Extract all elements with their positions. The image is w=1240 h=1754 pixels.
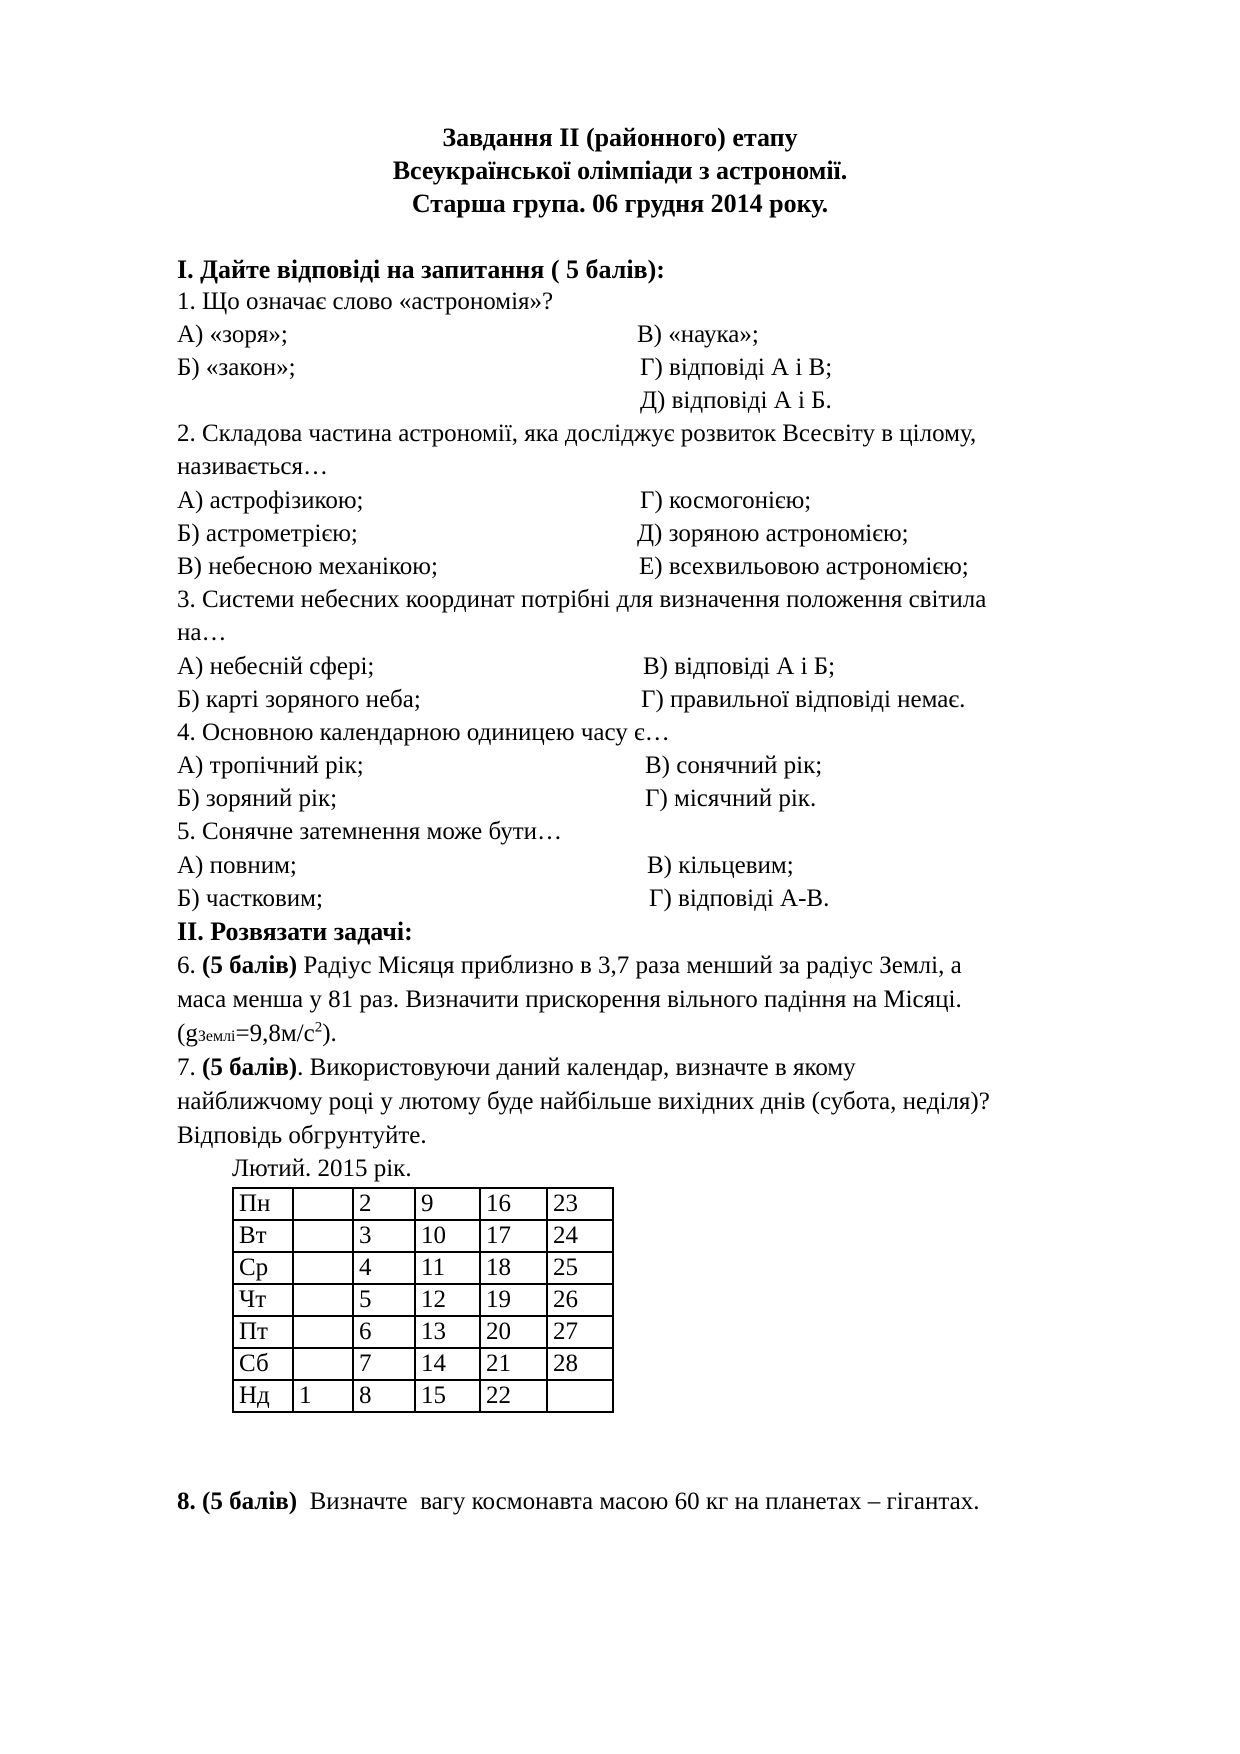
calendar-cell: 17 <box>480 1220 547 1252</box>
problem-8-points: 8. (5 балів) <box>177 1488 298 1515</box>
calendar-cell <box>293 1284 353 1316</box>
calendar-cell: 21 <box>480 1348 547 1380</box>
q4-option-b: Б) зоряний рік; <box>177 785 338 812</box>
calendar-cell: 1 <box>293 1380 353 1412</box>
calendar-cell: 4 <box>353 1252 415 1284</box>
calendar-cell: 10 <box>415 1220 480 1252</box>
q5-option-v: В) кільцевим; <box>647 852 794 879</box>
q1-option-a: А) «зоря»; <box>177 321 288 348</box>
calendar-cell: 22 <box>480 1380 547 1412</box>
calendar-cell: 6 <box>353 1316 415 1348</box>
q5-option-b: Б) частковим; <box>177 885 323 912</box>
q2-option-g: Г) космогонією; <box>640 487 812 514</box>
problem-6-line-1 <box>177 950 962 982</box>
formula-close: ). <box>322 1020 337 1047</box>
q4-option-a: А) тропічний рік; <box>177 752 364 779</box>
q4-option-g: Г) місячний рік. <box>645 785 817 812</box>
calendar-row <box>233 1252 613 1284</box>
calendar-cell: 8 <box>353 1380 415 1412</box>
section-1-title: І. Дайте відповіді на запитання ( 5 балів): <box>177 255 665 284</box>
formula-superscript: 2 <box>314 1019 323 1036</box>
problem-7-number: 7. <box>177 1054 202 1081</box>
header-line-1: Завдання ІІ (районного) етапу <box>442 123 798 152</box>
question-1-text: 1. Що означає слово «астрономія»? <box>177 288 554 315</box>
calendar-cell: 12 <box>415 1284 480 1316</box>
calendar-row <box>233 1220 613 1252</box>
q1-option-b: Б) «закон»; <box>177 354 296 381</box>
q1-option-g: Г) відповіді А і В; <box>640 354 833 381</box>
calendar-cell <box>293 1348 353 1380</box>
calendar-caption: Лютий. 2015 рік. <box>232 1155 412 1182</box>
calendar-day-name: Нд <box>233 1380 293 1412</box>
calendar-row <box>233 1348 613 1380</box>
question-4-text: 4. Основною календарною одиницею часу є… <box>177 719 670 746</box>
calendar-day-name: Ср <box>233 1252 293 1284</box>
q2-option-b: Б) астрометрією; <box>177 520 358 547</box>
header-line-2: Всеукраїнської олімпіади з астрономії. <box>392 156 848 185</box>
question-5-text: 5. Сонячне затемнення може бути… <box>177 818 563 845</box>
calendar-cell <box>293 1220 353 1252</box>
q4-option-v: В) сонячний рік; <box>645 752 823 779</box>
problem-6-points: (5 балів) <box>202 952 298 979</box>
problem-7-points: (5 балів) <box>202 1054 298 1081</box>
q2-option-v: В) небесною механікою; <box>177 553 438 580</box>
calendar-cell <box>547 1380 613 1412</box>
calendar-cell: 13 <box>415 1316 480 1348</box>
formula-value: =9,8м/с <box>235 1020 315 1047</box>
question-3-text-2: на… <box>177 619 227 646</box>
calendar-cell <box>293 1252 353 1284</box>
problem-6-number: 6. <box>177 952 202 979</box>
calendar-day-name: Пн <box>233 1188 293 1220</box>
problem-6-formula <box>177 1018 337 1053</box>
question-2-text-2: називається… <box>177 453 328 480</box>
calendar-table <box>232 1187 614 1413</box>
q2-option-a: А) астрофізикою; <box>177 487 364 514</box>
calendar-cell: 2 <box>353 1188 415 1220</box>
calendar-cell: 14 <box>415 1348 480 1380</box>
calendar-cell: 3 <box>353 1220 415 1252</box>
calendar-row <box>233 1188 613 1220</box>
q3-option-g: Г) правильної відповіді немає. <box>641 686 966 713</box>
header-line-3: Старша група. 06 грудня 2014 року. <box>411 189 829 218</box>
problem-6-text-1: Радіус Місяця приблизно в 3,7 раза менший за радіус Землі, а <box>297 952 962 979</box>
question-2-text-1: 2. Складова частина астрономії, яка досліджує розвиток Всесвіту в цілому, <box>177 420 977 447</box>
calendar-row <box>233 1316 613 1348</box>
q2-option-d: Д) зоряною астрономією; <box>637 520 909 547</box>
q3-option-v: В) відповіді А і Б; <box>643 653 836 680</box>
question-3-text-1: 3. Системи небесних координат потрібні для визначення положення світила <box>177 586 987 613</box>
calendar-cell: 20 <box>480 1316 547 1348</box>
calendar-cell: 24 <box>547 1220 613 1252</box>
q3-option-b: Б) карті зоряного неба; <box>177 686 421 713</box>
q1-option-d: Д) відповіді А і Б. <box>640 387 832 414</box>
q5-option-a: А) повним; <box>177 852 297 879</box>
calendar-cell: 28 <box>547 1348 613 1380</box>
problem-6-line-2: маса менша у 81 раз. Визначити прискорення вільного падіння на Місяці. <box>177 986 962 1013</box>
calendar-day-name: Сб <box>233 1348 293 1380</box>
calendar-cell: 23 <box>547 1188 613 1220</box>
calendar-cell: 27 <box>547 1316 613 1348</box>
calendar-cell: 26 <box>547 1284 613 1316</box>
calendar-cell <box>293 1316 353 1348</box>
problem-7-text-1: . Використовуючи даний календар, визначте в якому <box>297 1054 856 1081</box>
problem-8-text: Визначте вагу космонавта масою 60 кг на планетах – гігантах. <box>297 1488 980 1515</box>
calendar-cell: 19 <box>480 1284 547 1316</box>
calendar-row <box>233 1380 613 1412</box>
problem-8-line <box>177 1486 979 1518</box>
calendar-day-name: Пт <box>233 1316 293 1348</box>
q1-option-v: В) «наука»; <box>637 321 759 348</box>
calendar-cell: 15 <box>415 1380 480 1412</box>
q5-option-g: Г) відповіді А-В. <box>649 885 830 912</box>
q2-option-e: Е) всехвильовою астрономією; <box>639 553 969 580</box>
problem-7-line-2: найближчому році у лютому буде найбільше вихідних днів (субота, неділя)? <box>177 1088 990 1115</box>
calendar-cell: 16 <box>480 1188 547 1220</box>
section-2-title: ІІ. Розвязати задачі: <box>177 917 413 946</box>
formula-subscript: Землі <box>197 1028 236 1045</box>
formula-open: (g <box>177 1020 198 1047</box>
calendar-cell: 18 <box>480 1252 547 1284</box>
q3-option-a: А) небесній сфері; <box>177 653 375 680</box>
calendar-day-name: Чт <box>233 1284 293 1316</box>
calendar-cell <box>293 1188 353 1220</box>
problem-7-line-3: Відповідь обгрунтуйте. <box>177 1122 427 1149</box>
calendar-cell: 11 <box>415 1252 480 1284</box>
calendar-row <box>233 1284 613 1316</box>
document-header <box>0 121 1240 220</box>
calendar-cell: 7 <box>353 1348 415 1380</box>
calendar-cell: 5 <box>353 1284 415 1316</box>
calendar-day-name: Вт <box>233 1220 293 1252</box>
calendar-cell: 25 <box>547 1252 613 1284</box>
problem-7-line-1 <box>177 1052 856 1084</box>
calendar-cell: 9 <box>415 1188 480 1220</box>
